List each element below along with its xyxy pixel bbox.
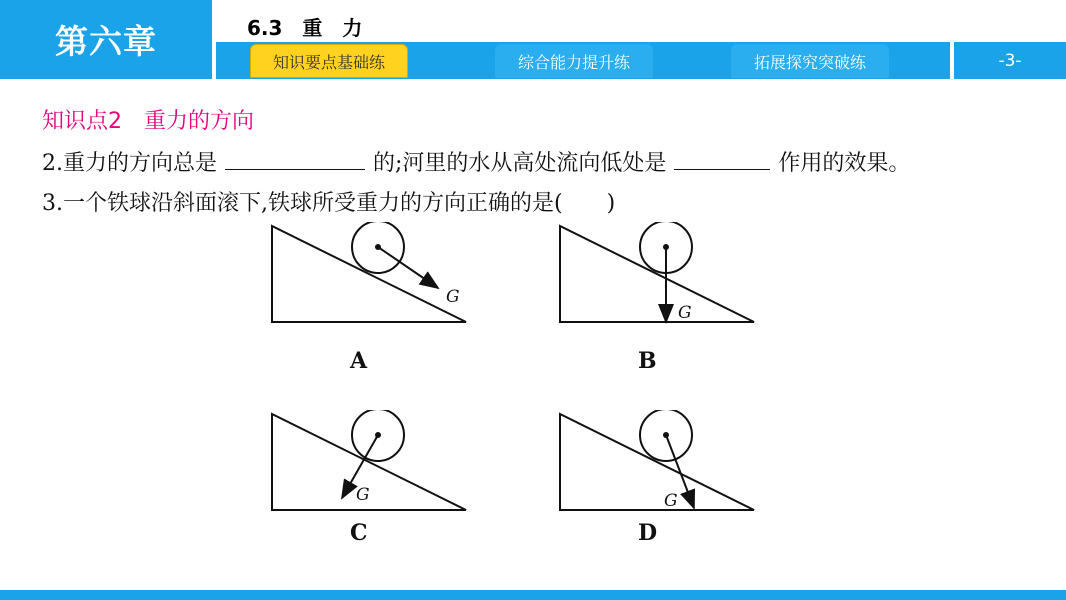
option-d-label[interactable]: D — [638, 520, 658, 546]
chapter-title: 第六章 — [0, 0, 212, 79]
force-label: G — [446, 287, 460, 307]
knowledge-point-heading: 知识点2 重力的方向 — [42, 109, 254, 134]
figure-a — [268, 222, 472, 328]
tab-ability-improvement[interactable]: 综合能力提升练 — [495, 44, 653, 78]
option-c-label[interactable]: C — [350, 520, 368, 546]
figure-c — [268, 410, 472, 516]
q2-text-2: 的;河里的水从高处流向低处是 — [373, 151, 667, 176]
force-label: G — [678, 303, 692, 323]
option-b-label[interactable]: B — [638, 348, 657, 374]
tab-extension-exploration[interactable]: 拓展探究突破练 — [731, 44, 889, 78]
option-a-label[interactable]: A — [350, 348, 368, 374]
q2-blank-1[interactable] — [225, 147, 365, 170]
force-label: G — [356, 485, 370, 505]
bottom-bar — [0, 590, 1066, 600]
section-title: 6.3 重 力 — [247, 16, 363, 40]
figure-b — [556, 222, 760, 328]
tab-basic-practice[interactable]: 知识要点基础练 — [250, 44, 408, 78]
question-3: 3.一个铁球沿斜面滚下,铁球所受重力的方向正确的是( ) — [42, 191, 616, 216]
q2-text-3: 作用的效果。 — [778, 151, 911, 176]
page-number: -3- — [954, 42, 1066, 79]
force-label: G — [664, 491, 678, 511]
q2-text-1: 2.重力的方向总是 — [42, 151, 217, 176]
figure-d — [556, 410, 760, 516]
q2-blank-2[interactable] — [674, 147, 770, 170]
question-2 — [42, 146, 910, 177]
